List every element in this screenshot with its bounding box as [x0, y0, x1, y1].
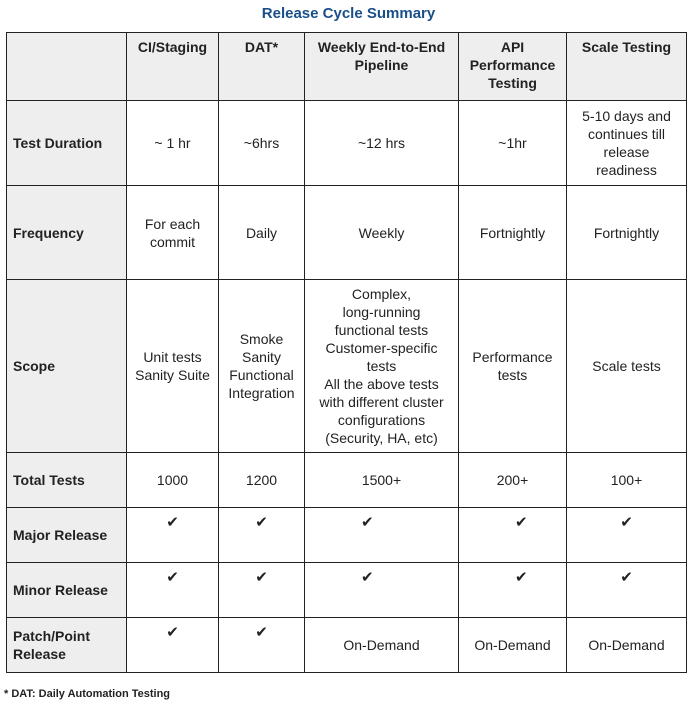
- table-cell: 100+: [567, 453, 687, 508]
- table-row: [7, 280, 687, 453]
- table-cell: On-Demand: [459, 618, 567, 673]
- table-cell: [219, 563, 305, 618]
- table-row: [7, 453, 687, 508]
- table-cell: [305, 508, 459, 563]
- table-cell: Unit tests Sanity Suite: [127, 280, 219, 453]
- table-row: [7, 508, 687, 563]
- check-icon: ✔: [255, 624, 268, 641]
- row-header: Major Release: [7, 508, 127, 563]
- table-cell: On-Demand: [567, 618, 687, 673]
- table-cell: 1500+: [305, 453, 459, 508]
- table-row: [7, 186, 687, 280]
- table-row: [7, 101, 687, 186]
- column-header: Scale Testing: [567, 33, 687, 101]
- check-icon: ✔: [255, 514, 268, 531]
- row-header: Frequency: [7, 186, 127, 280]
- table-cell: Daily: [219, 186, 305, 280]
- table-cell: 5-10 days and continues till release readiness: [567, 101, 687, 186]
- check-icon: ✔: [166, 514, 179, 531]
- table-cell: Scale tests: [567, 280, 687, 453]
- table-cell: [127, 618, 219, 673]
- table-cell: [567, 563, 687, 618]
- table-cell: [219, 508, 305, 563]
- check-icon: ✔: [361, 514, 374, 531]
- table-cell: Fortnightly: [567, 186, 687, 280]
- table-row: [7, 563, 687, 618]
- column-header: Weekly End-to-End Pipeline: [305, 33, 459, 101]
- row-header: Test Duration: [7, 101, 127, 186]
- table-cell: Weekly: [305, 186, 459, 280]
- row-header: Patch/Point Release: [7, 618, 127, 673]
- table-cell: For each commit: [127, 186, 219, 280]
- table-cell: [219, 618, 305, 673]
- table-cell: Smoke Sanity Functional Integration: [219, 280, 305, 453]
- table-cell: 1000: [127, 453, 219, 508]
- table-header-row: [7, 33, 687, 101]
- table-corner-cell: [7, 33, 127, 101]
- table-cell: Fortnightly: [459, 186, 567, 280]
- column-header: DAT*: [219, 33, 305, 101]
- check-icon: ✔: [255, 569, 268, 586]
- table-cell: ~6hrs: [219, 101, 305, 186]
- table-cell: ~ 1 hr: [127, 101, 219, 186]
- row-header: Total Tests: [7, 453, 127, 508]
- footnote: * DAT: Daily Automation Testing: [4, 688, 171, 700]
- table-row: [7, 618, 687, 673]
- check-icon: ✔: [515, 569, 528, 586]
- table-cell: ~12 hrs: [305, 101, 459, 186]
- table-cell: [305, 563, 459, 618]
- table-cell: [459, 508, 567, 563]
- check-icon: ✔: [166, 569, 179, 586]
- table-cell: [127, 508, 219, 563]
- row-header: Minor Release: [7, 563, 127, 618]
- check-icon: ✔: [620, 514, 633, 531]
- check-icon: ✔: [166, 624, 179, 641]
- table-cell: 1200: [219, 453, 305, 508]
- table-cell: [567, 508, 687, 563]
- table-cell: Performance tests: [459, 280, 567, 453]
- table-cell: ~1hr: [459, 101, 567, 186]
- table-cell: 200+: [459, 453, 567, 508]
- release-cycle-table: [6, 32, 687, 673]
- check-icon: ✔: [361, 569, 374, 586]
- table-cell: Complex, long-running functional tests Customer-specific tests All the above tests with different cluster configurations (Security, HA, etc): [305, 280, 459, 453]
- page-title: Release Cycle Summary: [261, 5, 436, 22]
- table-cell: On-Demand: [305, 618, 459, 673]
- row-header: Scope: [7, 280, 127, 453]
- table-cell: [127, 563, 219, 618]
- column-header: CI/Staging: [127, 33, 219, 101]
- table-cell: [459, 563, 567, 618]
- check-icon: ✔: [620, 569, 633, 586]
- check-icon: ✔: [515, 514, 528, 531]
- column-header: API Performance Testing: [459, 33, 567, 101]
